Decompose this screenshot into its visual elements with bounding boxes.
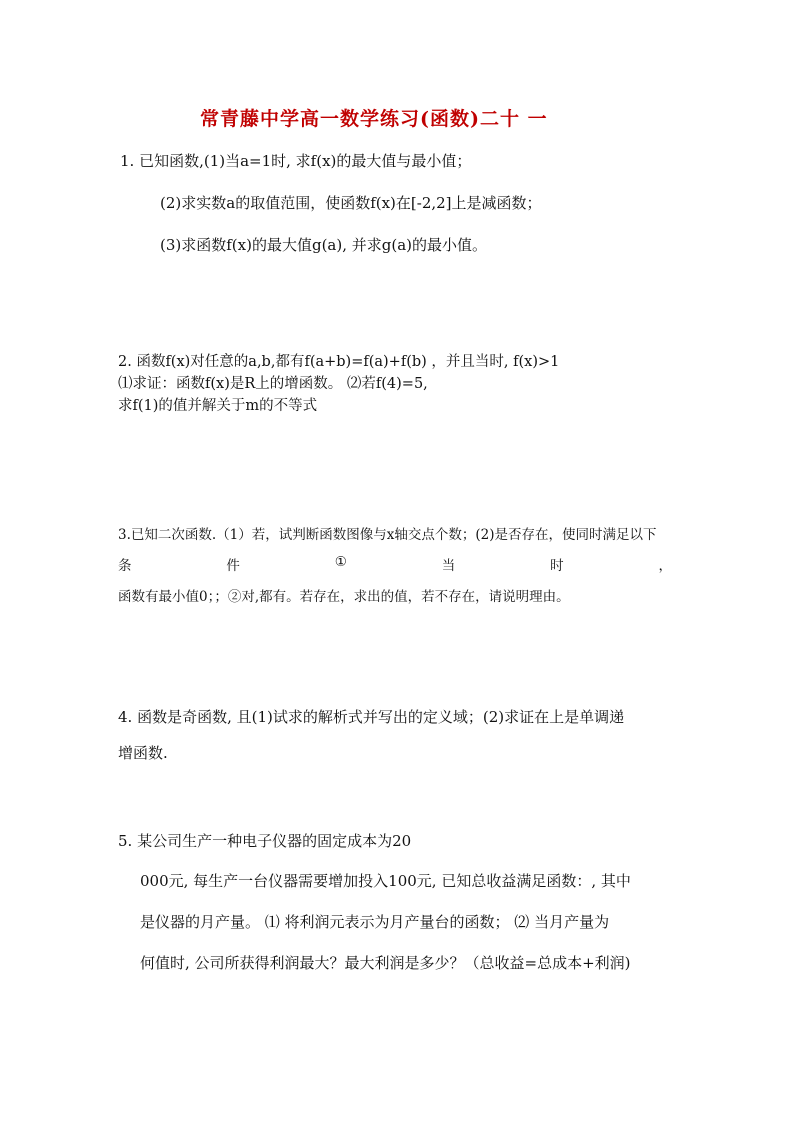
question-3-word: ① (334, 554, 347, 570)
question-3-word: 条 (118, 558, 132, 574)
question-2-line-2: ⑴求证：函数f(x)是R上的增函数。 ⑵若f(4)=5, (118, 376, 428, 392)
question-2-line-3: 求f(1)的值并解关于m的不等式 (118, 398, 318, 414)
question-5-line-2: 000元, 每生产一台仪器需要增加投入100元, 已知总收益满足函数：, 其中 (140, 872, 631, 890)
question-3-word: 件 (226, 558, 240, 574)
question-3-word: 时 (550, 558, 564, 574)
question-2-line-1: 2. 函数f(x)对任意的a,b,都有f(a+b)=f(a)+f(b) ，并且当时, f(x)>1 (118, 354, 560, 370)
question-3-word: 当 (441, 558, 456, 574)
question-1-line-3: (3)求函数f(x)的最大值g(a), 并求g(a)的最小值。 (160, 236, 487, 254)
question-4-line-1: 4. 函数是奇函数, 且(1)试求的解析式并写出的定义域；(2)求证在上是单调递 (118, 708, 625, 726)
question-1-line-2: (2)求实数a的取值范围，使函数f(x)在[-2,2]上是减函数； (160, 194, 542, 212)
question-1-line-1: 1. 已知函数,(1)当a=1时, 求f(x)的最大值与最小值； (120, 152, 472, 170)
question-3-line-1: 3.已知二次函数.（1）若，试判断函数图像与x轴交点个数；(2)是否存在，使同时满足以下 (118, 527, 657, 543)
question-3-line-2 (118, 554, 672, 574)
question-4-line-2: 增函数. (118, 744, 168, 762)
question-3-line-3: 函数有最小值0；；②对,都有。若存在，求出的值，若不存在，请说明理由。 (118, 589, 570, 605)
question-5-line-1: 5. 某公司生产一种电子仪器的固定成本为20 (118, 832, 412, 850)
question-5-line-3: 是仪器的月产量。 ⑴ 将利润元表示为月产量台的函数； ⑵ 当月产量为 (140, 913, 610, 931)
question-3-word: ， (658, 558, 672, 574)
page-title: 常青藤中学高一数学练习(函数)二十 一 (200, 108, 548, 130)
question-5-line-4: 何值时, 公司所获得利润最大？最大利润是多少？（总收益=总成本+利润) (140, 954, 631, 972)
